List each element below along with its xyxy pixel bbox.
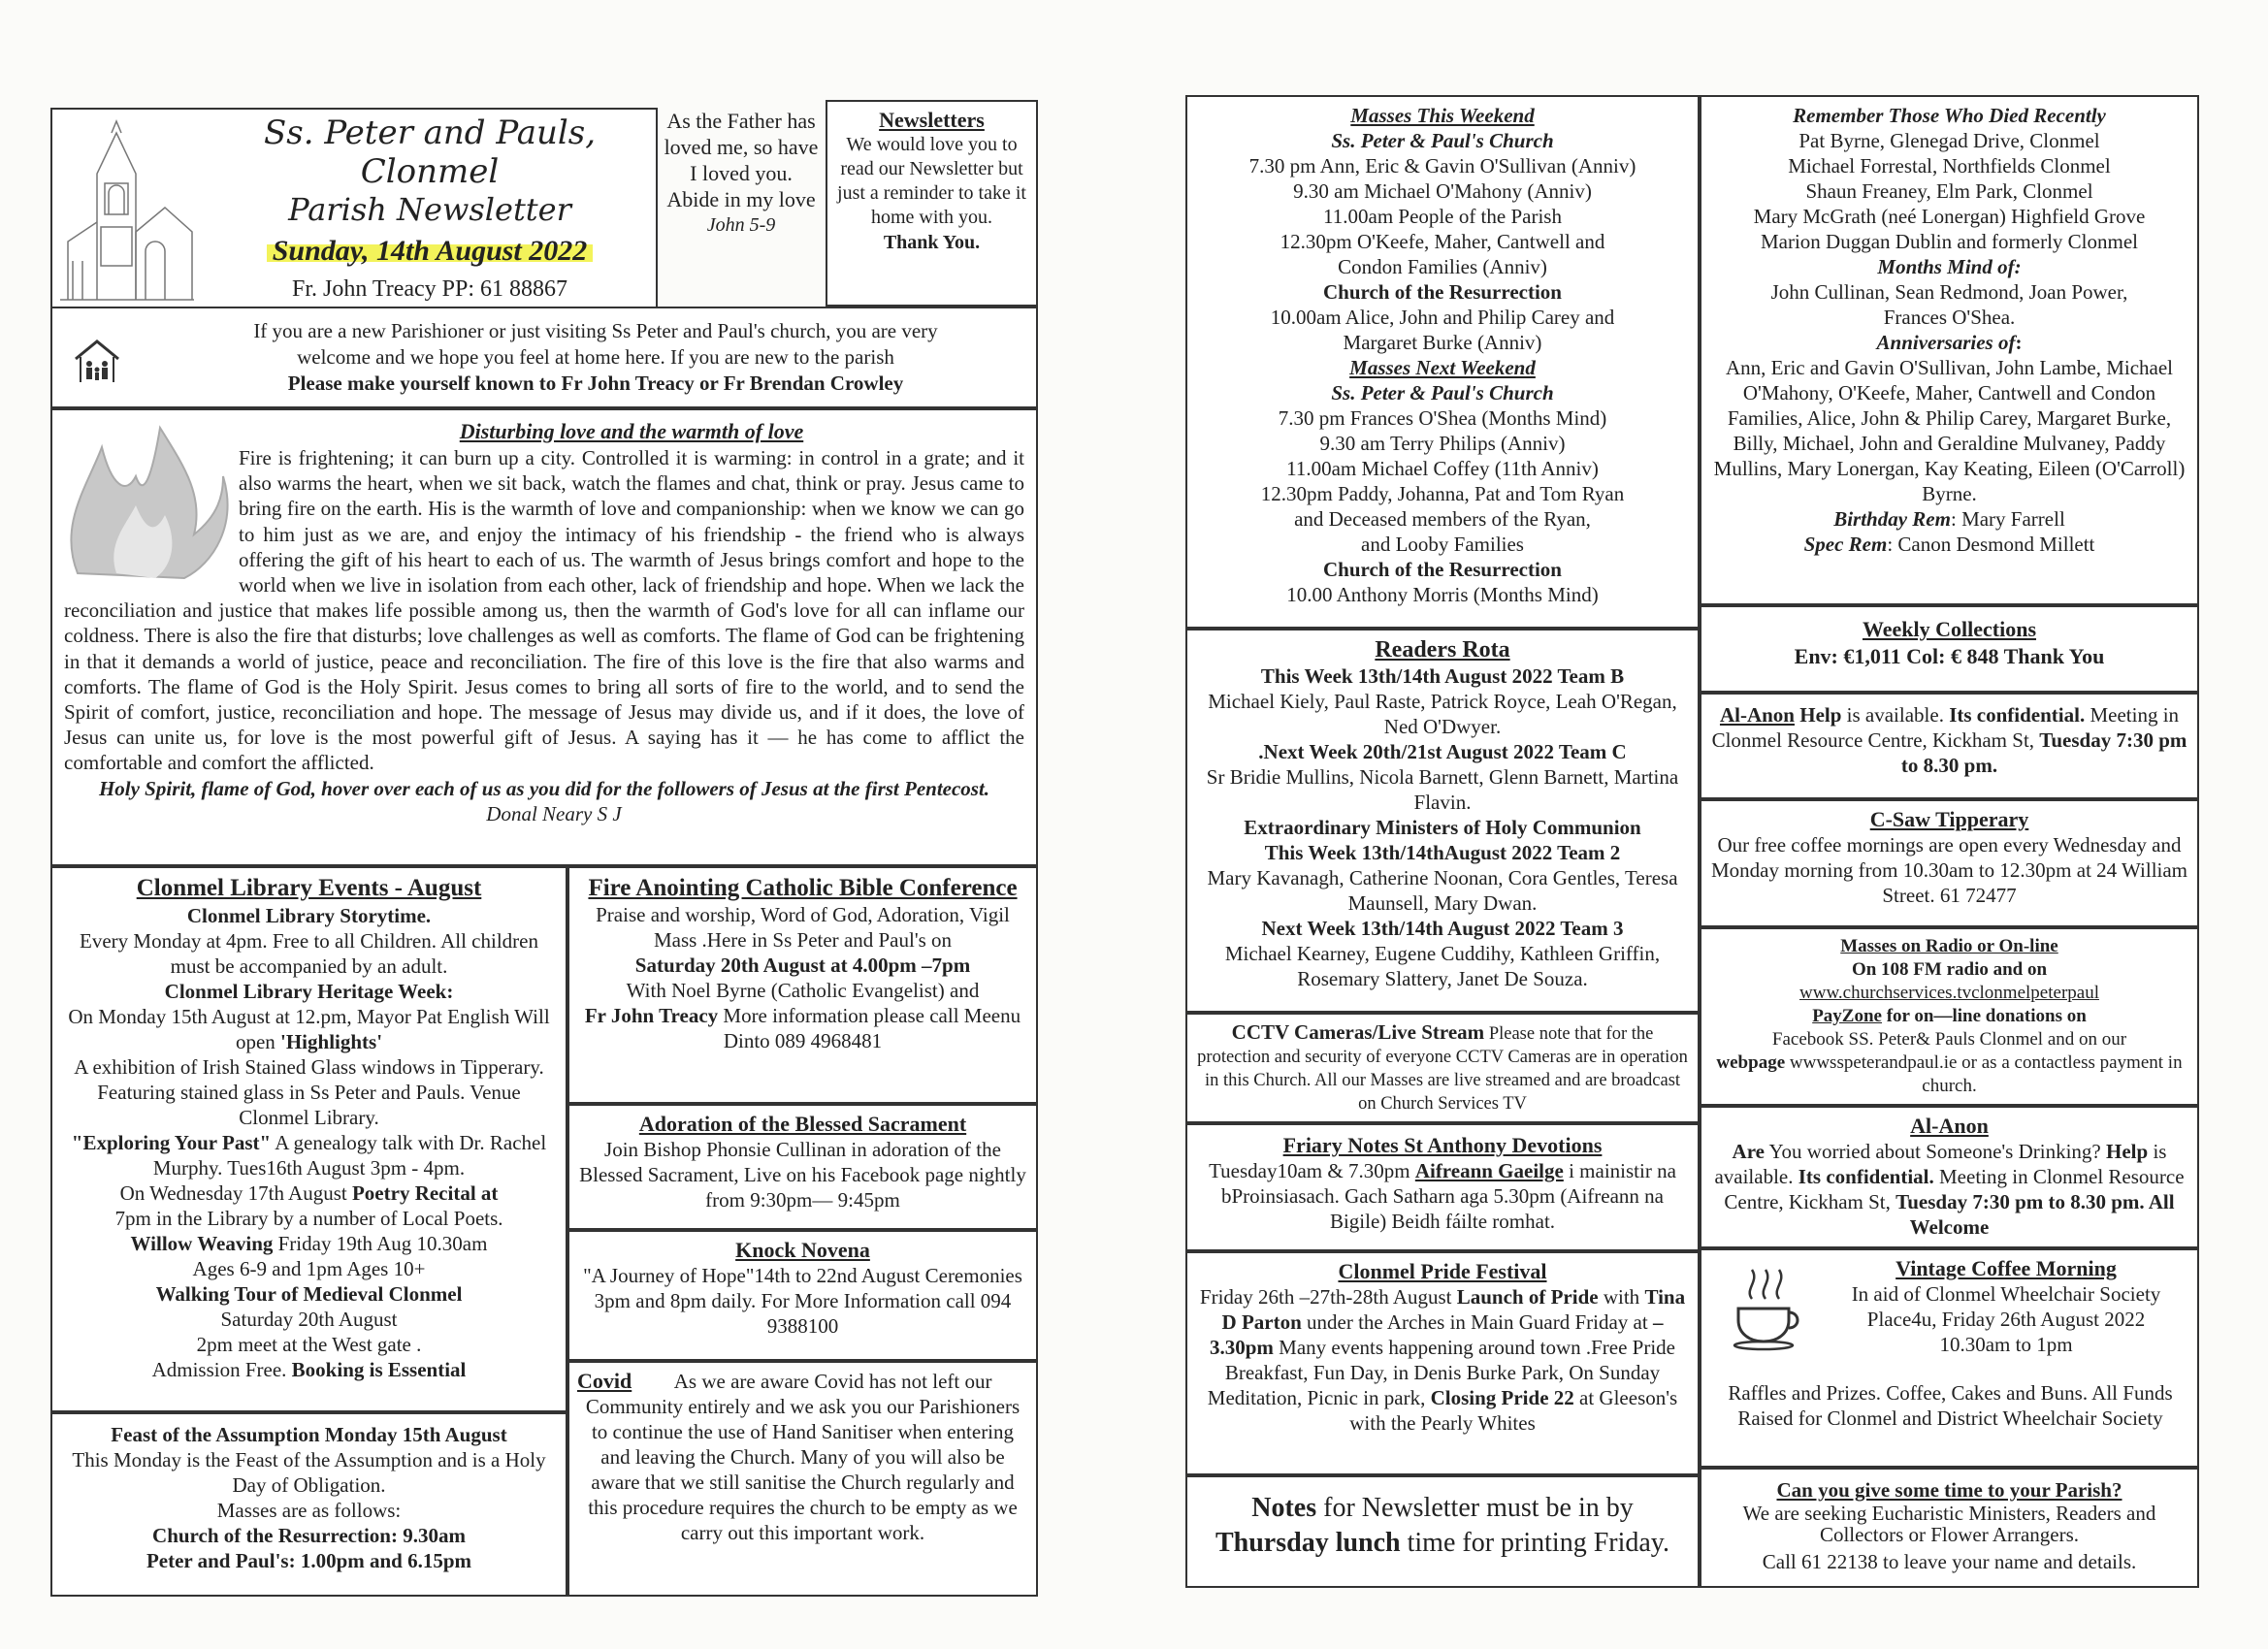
masses-box — [1185, 95, 1700, 629]
newsletters-box — [826, 100, 1038, 307]
storytime-heading: Clonmel Library Storytime. — [186, 904, 432, 927]
radio-title: Masses on Radio or On-line — [1840, 936, 2058, 956]
notes-word: Notes — [1251, 1493, 1317, 1523]
feast-masses: Masses are as follows: — [216, 1499, 402, 1522]
adoration-title: Adoration of the Blessed Sacrament — [638, 1112, 967, 1136]
parish-title: Ss. Peter and Pauls, Clonmel — [263, 113, 597, 191]
fire-title: Fire Anointing Catholic Bible Conference — [588, 875, 1018, 901]
volunteer-title: Can you give some time to your Parish? — [1776, 1478, 2122, 1502]
quote-reference: John 5-9 — [706, 214, 776, 236]
willow-text: Friday 19th Aug 10.30am — [277, 1232, 488, 1255]
csaw-body: Our free coffee mornings are open every Wednesday and Monday morning from 10.30am to 12.30pm at 24 William Street. 61 72477 — [1710, 833, 2188, 907]
scripture-quote — [664, 108, 819, 302]
mass-line: and Looby Families — [1361, 533, 1524, 556]
mass-line: Margaret Burke (Anniv) — [1343, 331, 1542, 354]
radio-fm: On 108 FM radio and on — [1851, 959, 2048, 980]
heritage-text: On Monday 15th August at 12.pm, Mayor Pat English Will open — [68, 1005, 550, 1053]
payzone-text: PayZone — [1812, 1006, 1882, 1026]
friary-body-1: Tuesday10am & 7.30pm — [1209, 1159, 1410, 1182]
alanon1-text-2: Meeting in Clonmel Resource Centre, Kickham St, — [1711, 703, 2180, 752]
pride-closing: Closing Pride 22 — [1430, 1386, 1574, 1409]
walk-text: Saturday 20th August — [220, 1308, 398, 1331]
pride-launch: Launch of Pride — [1456, 1285, 1599, 1309]
feast-line-1: Church of the Resurrection: 9.30am — [152, 1524, 466, 1547]
fire-body-3: More information please call Meenu Dinto 089 4968481 — [723, 1004, 1021, 1052]
vintage-line-2: Place4u, Friday 26th August 2022 — [1866, 1308, 2146, 1331]
quote-text: As the Father has loved me, so have I loved you. Abide in my love — [664, 109, 819, 211]
cctv-box — [1185, 1013, 1700, 1123]
welcome-line-3: Please make yourself known to Fr John Treacy or Fr Brendan Crowley — [287, 372, 904, 395]
friary-irish: Aifreann Gaeilge — [1414, 1159, 1564, 1182]
remember-name: Pat Byrne, Glenegad Drive, Clonmel — [1798, 129, 2100, 152]
masthead — [50, 108, 658, 308]
masses-church-3: Ss. Peter & Paul's Church — [1331, 381, 1554, 404]
alanon2-help: Help — [2106, 1140, 2149, 1163]
remember-title: Remember Those Who Died Recently — [1793, 104, 2106, 127]
welcome-line-1: If you are a new Parishioner or just visiting Ss Peter and Paul's church, you are very — [253, 319, 938, 342]
masses-lines-3 — [1195, 405, 1690, 557]
readers-names-1: Michael Kiely, Paul Raste, Patrick Royce, Leah O'Regan, Ned O'Dwyer. — [1208, 690, 1677, 738]
anniversaries-names: Ann, Eric and Gavin O'Sullivan, John Lambe, Michael O'Mahony, O'Keefe, Maher, Cantwell and Condon Families, Alice, John & Philip Carey, Margaret Burke, Billy, Michael, John and Geraldine Mulvaney, Paddy Mullins, Mary Lonergan, Kay Keating, Eileen (O'Carroll) Byrne. — [1713, 356, 2186, 505]
readers-names-2: Sr Bridie Mullins, Nicola Barnett, Glenn Barnett, Martina Flavin. — [1206, 765, 1679, 814]
masses-lines-2 — [1195, 305, 1690, 355]
spec-heading: Spec Rem — [1803, 533, 1888, 556]
payzone-desc: for on—line donations on — [1886, 1006, 2087, 1026]
adoration-body: Join Bishop Phonsie Cullinan in adoration of the Blessed Sacrament, Live on his Facebook page nightly from 9:30pm— 9:45pm — [579, 1138, 1026, 1212]
highlights-text: 'Highlights' — [280, 1030, 383, 1053]
alanon1-text-1: is available. — [1846, 703, 1944, 727]
notes-bold: Thursday lunch — [1215, 1528, 1401, 1558]
covid-title: Covid — [577, 1369, 632, 1393]
pride-time: –3.30pm — [1209, 1310, 1664, 1359]
welcome-line-2: welcome and we hope you feel at home here. If you are new to the parish — [297, 345, 894, 369]
booking-text: Booking is Essential — [291, 1358, 467, 1381]
alanon-box-1 — [1700, 693, 2199, 799]
radio-body: Facebook SS. Peter& Pauls Clonmel and on our — [1771, 1029, 2127, 1050]
fire-priest: Fr John Treacy — [584, 1004, 719, 1027]
pride-body-1: Friday 26th –27th-28th August — [1199, 1285, 1452, 1309]
remember-box: Remember Those Who Died Recently Pat Byrne, Glenegad Drive, Clonmel Michael Forrestal, Northfields Clonmel Shaun Freaney, Elm Park, Clonmel Mary McGrath (neé Lonergan) Highfield Grove Marion Duggan Dublin and formerly Clonmel Months Mind of: John Cullinan, Sean Redmond, Joan Power, Frances O'Shea. Anniversaries of: Ann, Eric and Gavin O'Sullivan, John Lambe, Michael O'Mahony, O'Keefe, Maher, Cantwell and Condon Families, Alice, John & Philip Carey, Margaret Burke, Billy, Michael, John and Geraldine Mulvaney, Paddy Mullins, Mary Lonergan, Kay Keating, Eileen (O'Carroll) Byrne. Birthday Rem: Mary Farrell Spec Rem: Canon Desmond Millett — [1700, 95, 2199, 605]
pride-body-5: at Gleeson's with the Pearly Whites — [1349, 1386, 1678, 1435]
alanon2-text-2: is available. — [1714, 1140, 2167, 1188]
walk-text-2: 2pm meet at the West gate . — [196, 1333, 422, 1356]
birthday-name: Mary Farrell — [1961, 507, 2065, 531]
pride-tina: Tina D Parton — [1221, 1285, 1686, 1334]
flame-icon — [58, 418, 233, 583]
alanon1-conf: Its confidential. — [1949, 703, 2086, 727]
priest-contact-1: Fr. John Treacy PP: 61 88867 — [291, 276, 568, 302]
coffee-cup-icon — [1731, 1260, 1803, 1352]
readers-week-1: This Week 13th/14th August 2022 Team B — [1260, 664, 1625, 688]
library-events-box — [50, 866, 567, 1412]
mass-line: and Deceased members of the Ryan, — [1294, 507, 1591, 531]
past-heading: "Exploring Your Past" — [71, 1131, 272, 1154]
reflection-box — [50, 408, 1038, 866]
months-mind-names: John Cullinan, Sean Redmond, Joan Power, Frances O'Shea. — [1770, 280, 2128, 329]
alanon1-time: Tuesday 7:30 pm to 8.30 pm. — [1900, 728, 2187, 777]
knock-title: Knock Novena — [735, 1238, 870, 1262]
readers-title: Readers Rota — [1375, 637, 1510, 663]
collections-box — [1700, 605, 2199, 693]
willow-heading: Willow Weaving — [130, 1232, 274, 1255]
fire-body-1: Praise and worship, Word of God, Adoration, Vigil Mass .Here in Ss Peter and Paul's on — [596, 903, 1010, 952]
mass-line: 10.00 Anthony Morris (Months Mind) — [1286, 583, 1599, 606]
newsletters-thanks: Thank You. — [883, 232, 981, 253]
alanon2-time: Tuesday 7:30 pm to 8.30 pm. All Welcome — [1895, 1190, 2175, 1239]
feast-title: Feast of the Assumption Monday 15th August — [111, 1423, 507, 1446]
pride-body-4: Many events happening around town .Free Pride Breakfast, Fun Day, in Denis Burke Park, On Sunday Meditation, Picnic in park, — [1207, 1336, 1675, 1409]
vintage-line-3: 10.30am to 1pm — [1939, 1333, 2073, 1356]
mass-line: Condon Families (Anniv) — [1338, 255, 1547, 278]
mass-line: 11.00am People of the Parish — [1323, 205, 1562, 228]
friary-body-2: i mainistir na bProinsiasach. Gach Satharn aga 5.30pm (Aifreann na Bigile) Beidh fáilte romhat. — [1220, 1159, 1676, 1233]
reflection-author: Donal Neary S J — [486, 801, 622, 825]
welcome-box — [50, 307, 1038, 408]
readers-names-3: Mary Kavanagh, Catherine Noonan, Cora Gentles, Teresa Maunsell, Mary Dwan. — [1207, 866, 1678, 915]
fire-body-2: With Noel Byrne (Catholic Evangelist) and — [626, 979, 980, 1002]
knock-body: "A Journey of Hope"14th to 22nd August Ceremonies 3pm and 8pm daily. For More Information call 094 9388100 — [583, 1264, 1022, 1338]
adoration-box — [567, 1104, 1038, 1230]
radio-url[interactable]: www.churchservices.tvclonmelpeterpaul — [1799, 983, 2099, 1003]
friary-box — [1185, 1123, 1700, 1251]
fire-conference-box — [567, 866, 1038, 1104]
feast-body: This Monday is the Feast of the Assumption and is a Holy Day of Obligation. — [72, 1448, 546, 1497]
alanon2-conf: Its confidential. — [1798, 1165, 1934, 1188]
radio-online-box — [1700, 927, 2199, 1106]
friary-title: Friary Notes St Anthony Devotions — [1282, 1133, 1603, 1157]
pride-title: Clonmel Pride Festival — [1338, 1259, 1547, 1283]
masses-next-weekend-title: Masses Next Weekend — [1349, 356, 1536, 379]
knock-novena-box — [567, 1230, 1038, 1361]
mass-line: 7.30 pm Ann, Eric & Gavin O'Sullivan (Anniv) — [1248, 154, 1636, 178]
reflection-body: Fire is frightening; it can burn up a city. Controlled it is warming: in control in a grate; and it also warms the heart, when we sit back, watch the flames and chat, think or pray. Jesus came to bring fire on the earth. His is the warmth of love and companionship: when we know we can go to him just as we are, and enjoy the intimacy of his friendship - the friend who is always offering the gift of his heart to each of us. The warmth of Jesus brings comfort and hope to the world when we live in isolation from each other, lack of friendship and hope. When we lack the reconciliation and justice that makes life possible among us, then the warmth of God's love for all can inflame our coldness. There is also the fire that disturbs; love challenges as well as comforts. The flame of God can be frightening in that it demands a world of justice, peace and reconciliation. The fire of this love is the fire that also warms and comforts. The flame of God is the Holy Spirit. Jesus comes to bring all sorts of fire to the world, and to send the Spirit of comfort, justice, reconciliation and hope. The message of Jesus may divide us, and if it does, the love of Jesus can unite us, for love is the most powerful gift of Jesus. A saying has it — he has come to afflict the comfortable and comfort the afflicted. — [64, 446, 1024, 775]
library-title: Clonmel Library Events - August — [136, 875, 482, 901]
feast-line-2: Peter and Paul's: 1.00pm and 6.15pm — [146, 1549, 472, 1572]
masses-church-1: Ss. Peter & Paul's Church — [1331, 129, 1554, 152]
newsletters-title: Newsletters — [879, 108, 985, 132]
notes-box — [1185, 1475, 1700, 1588]
remember-name: Mary McGrath (neé Lonergan) Highfield Grove — [1753, 205, 2146, 228]
fire-date: Saturday 20th August at 4.00pm –7pm — [634, 954, 971, 977]
collections-title: Weekly Collections — [1862, 617, 2037, 641]
mass-line: 9.30 am Terry Philips (Anniv) — [1319, 432, 1566, 455]
covid-body: As we are aware Covid has not left our Community entirely and we ask you our Parishioners to continue the use of Hand Sanitiser when entering and leaving the Church. Many of you will also be aware that we still sanitise the Church regularly and this procedure requires the church to be empty as we carry out this important work. — [585, 1370, 1021, 1544]
readers-week-2: .Next Week 20th/21st August 2022 Team C — [1258, 740, 1627, 763]
pride-festival-box — [1185, 1251, 1700, 1475]
notes-text-2: time for printing Friday. — [1407, 1528, 1669, 1558]
church-illustration-icon — [58, 115, 196, 305]
heritage-heading: Clonmel Library Heritage Week: — [164, 980, 454, 1003]
feast-box — [50, 1412, 567, 1597]
heritage-text-2: A exhibition of Irish Stained Glass windows in Tipperary. Featuring stained glass in Ss Peter and Pauls. Venue Clonmel Library. — [74, 1055, 544, 1129]
mass-line: 12.30pm O'Keefe, Maher, Cantwell and — [1280, 230, 1605, 253]
walk-heading: Walking Tour of Medieval Clonmel — [155, 1282, 463, 1306]
alanon2-text-3: Meeting in Clonmel Resource Centre, Kickham St, — [1724, 1165, 2185, 1213]
reflection-prayer: Holy Spirit, flame of God, hover over each of us as you did for the followers of Jesus at the first Pentecost. — [98, 776, 990, 800]
newsletter-subtitle: Parish Newsletter — [288, 191, 571, 228]
readers-names-4: Michael Kearney, Eugene Cuddihy, Kathleen Griffin, Rosemary Slattery, Janet De Souza. — [1224, 942, 1661, 990]
poetry-text: On Wednesday 17th August — [119, 1181, 347, 1205]
past-text: A genealogy talk with Dr. Rachel Murphy. Tues16th August 3pm - 4pm. — [152, 1131, 547, 1180]
remember-name: Michael Forrestal, Northfields Clonmel — [1788, 154, 2111, 178]
masses-lines-1 — [1195, 153, 1690, 279]
mass-line: 12.30pm Paddy, Johanna, Pat and Tom Ryan — [1260, 482, 1625, 505]
months-mind-heading: Months Mind of: — [1877, 255, 2022, 278]
vintage-line-4: Raffles and Prizes. Coffee, Cakes and Buns. All Funds Raised for Clonmel and District Wheelchair Society — [1728, 1381, 2173, 1430]
cctv-title: CCTV Cameras/Live Stream — [1231, 1020, 1485, 1044]
volunteer-call: Call 61 22138 to leave your name and details. — [1762, 1550, 2137, 1573]
mass-line: 10.00am Alice, John and Philip Carey and — [1270, 306, 1615, 329]
csaw-title: C-Saw Tipperary — [1869, 807, 2029, 831]
radio-body-2: wwwsspeterandpaul.ie or as a contactless payment in church. — [1789, 1052, 2183, 1096]
alanon1-help: Help — [1799, 703, 1842, 727]
alanon2-are: Are — [1732, 1140, 1765, 1163]
birthday-heading: Birthday Rem — [1833, 507, 1951, 531]
csaw-box — [1700, 799, 2199, 927]
willow-text-2: Ages 6-9 and 1pm Ages 10+ — [192, 1257, 426, 1280]
reflection-title: Disturbing love and the warmth of love — [459, 419, 804, 443]
readers-week-4: Next Week 13th/14th August 2022 Team 3 — [1261, 917, 1624, 940]
volunteer-box — [1700, 1468, 2199, 1588]
masses-church-2: Church of the Resurrection — [1323, 280, 1562, 304]
mass-line: 11.00am Michael Coffey (11th Anniv) — [1286, 457, 1599, 480]
vintage-coffee-box — [1700, 1248, 2199, 1468]
webpage-label: webpage — [1716, 1052, 1786, 1073]
alanon2-title: Al-Anon — [1910, 1114, 1989, 1138]
remember-names — [1707, 128, 2191, 254]
pride-body-3: under the Arches in Main Guard Friday at — [1307, 1310, 1648, 1334]
covid-box — [567, 1361, 1038, 1597]
pride-body-2: with — [1603, 1285, 1640, 1309]
anniversaries-heading: Anniversaries of — [1876, 331, 2016, 354]
remember-name: Marion Duggan Dublin and formerly Clonmel — [1760, 230, 2138, 253]
emhc-title: Extraordinary Ministers of Holy Communion — [1244, 816, 1641, 839]
mass-line: 7.30 pm Frances O'Shea (Months Mind) — [1278, 406, 1607, 430]
vintage-title: Vintage Coffee Morning — [1895, 1256, 2117, 1280]
vintage-line-1: In aid of Clonmel Wheelchair Society — [1851, 1282, 2161, 1306]
masses-church-4: Church of the Resurrection — [1323, 558, 1562, 581]
readers-week-3: This Week 13th/14thAugust 2022 Team 2 — [1264, 841, 1621, 864]
newsletters-body: We would love you to read our Newsletter but just a reminder to take it home with you. — [837, 134, 1026, 228]
alanon2-text-1: You worried about Someone's Drinking? — [1768, 1140, 2101, 1163]
issue-date: Sunday, 14th August 2022 — [267, 235, 594, 267]
poetry-heading: Poetry Recital at — [351, 1181, 499, 1205]
alanon-box-2 — [1700, 1106, 2199, 1248]
storytime-text: Every Monday at 4pm. Free to all Children. All children must be accompanied by an adult. — [80, 929, 538, 978]
mass-line: 9.30 am Michael O'Mahony (Anniv) — [1293, 179, 1592, 203]
cctv-body: Please note that for the protection and security of everyone CCTV Cameras are in operation in this Church. All our Masses are live streamed and are broadcast on Church Services TV — [1197, 1024, 1688, 1114]
poetry-text-2: 7pm in the Library by a number of Local Poets. — [114, 1207, 503, 1230]
alanon1-title: Al-Anon — [1719, 703, 1795, 727]
family-house-icon — [72, 338, 122, 386]
spec-name: Canon Desmond Millett — [1897, 533, 2095, 556]
readers-rota-box — [1185, 629, 1700, 1013]
notes-text-1: for Newsletter must be in by — [1323, 1493, 1634, 1523]
masses-this-weekend-title: Masses This Weekend — [1350, 104, 1535, 127]
collections-body: Env: €1,011 Col: € 848 Thank You — [1794, 644, 2105, 668]
volunteer-body: We are seeking Eucharistic Ministers, Readers and Collectors or Flower Arrangers. — [1742, 1502, 2156, 1546]
remember-name: Shaun Freaney, Elm Park, Clonmel — [1805, 179, 2093, 203]
admission-text: Admission Free. — [151, 1358, 287, 1381]
